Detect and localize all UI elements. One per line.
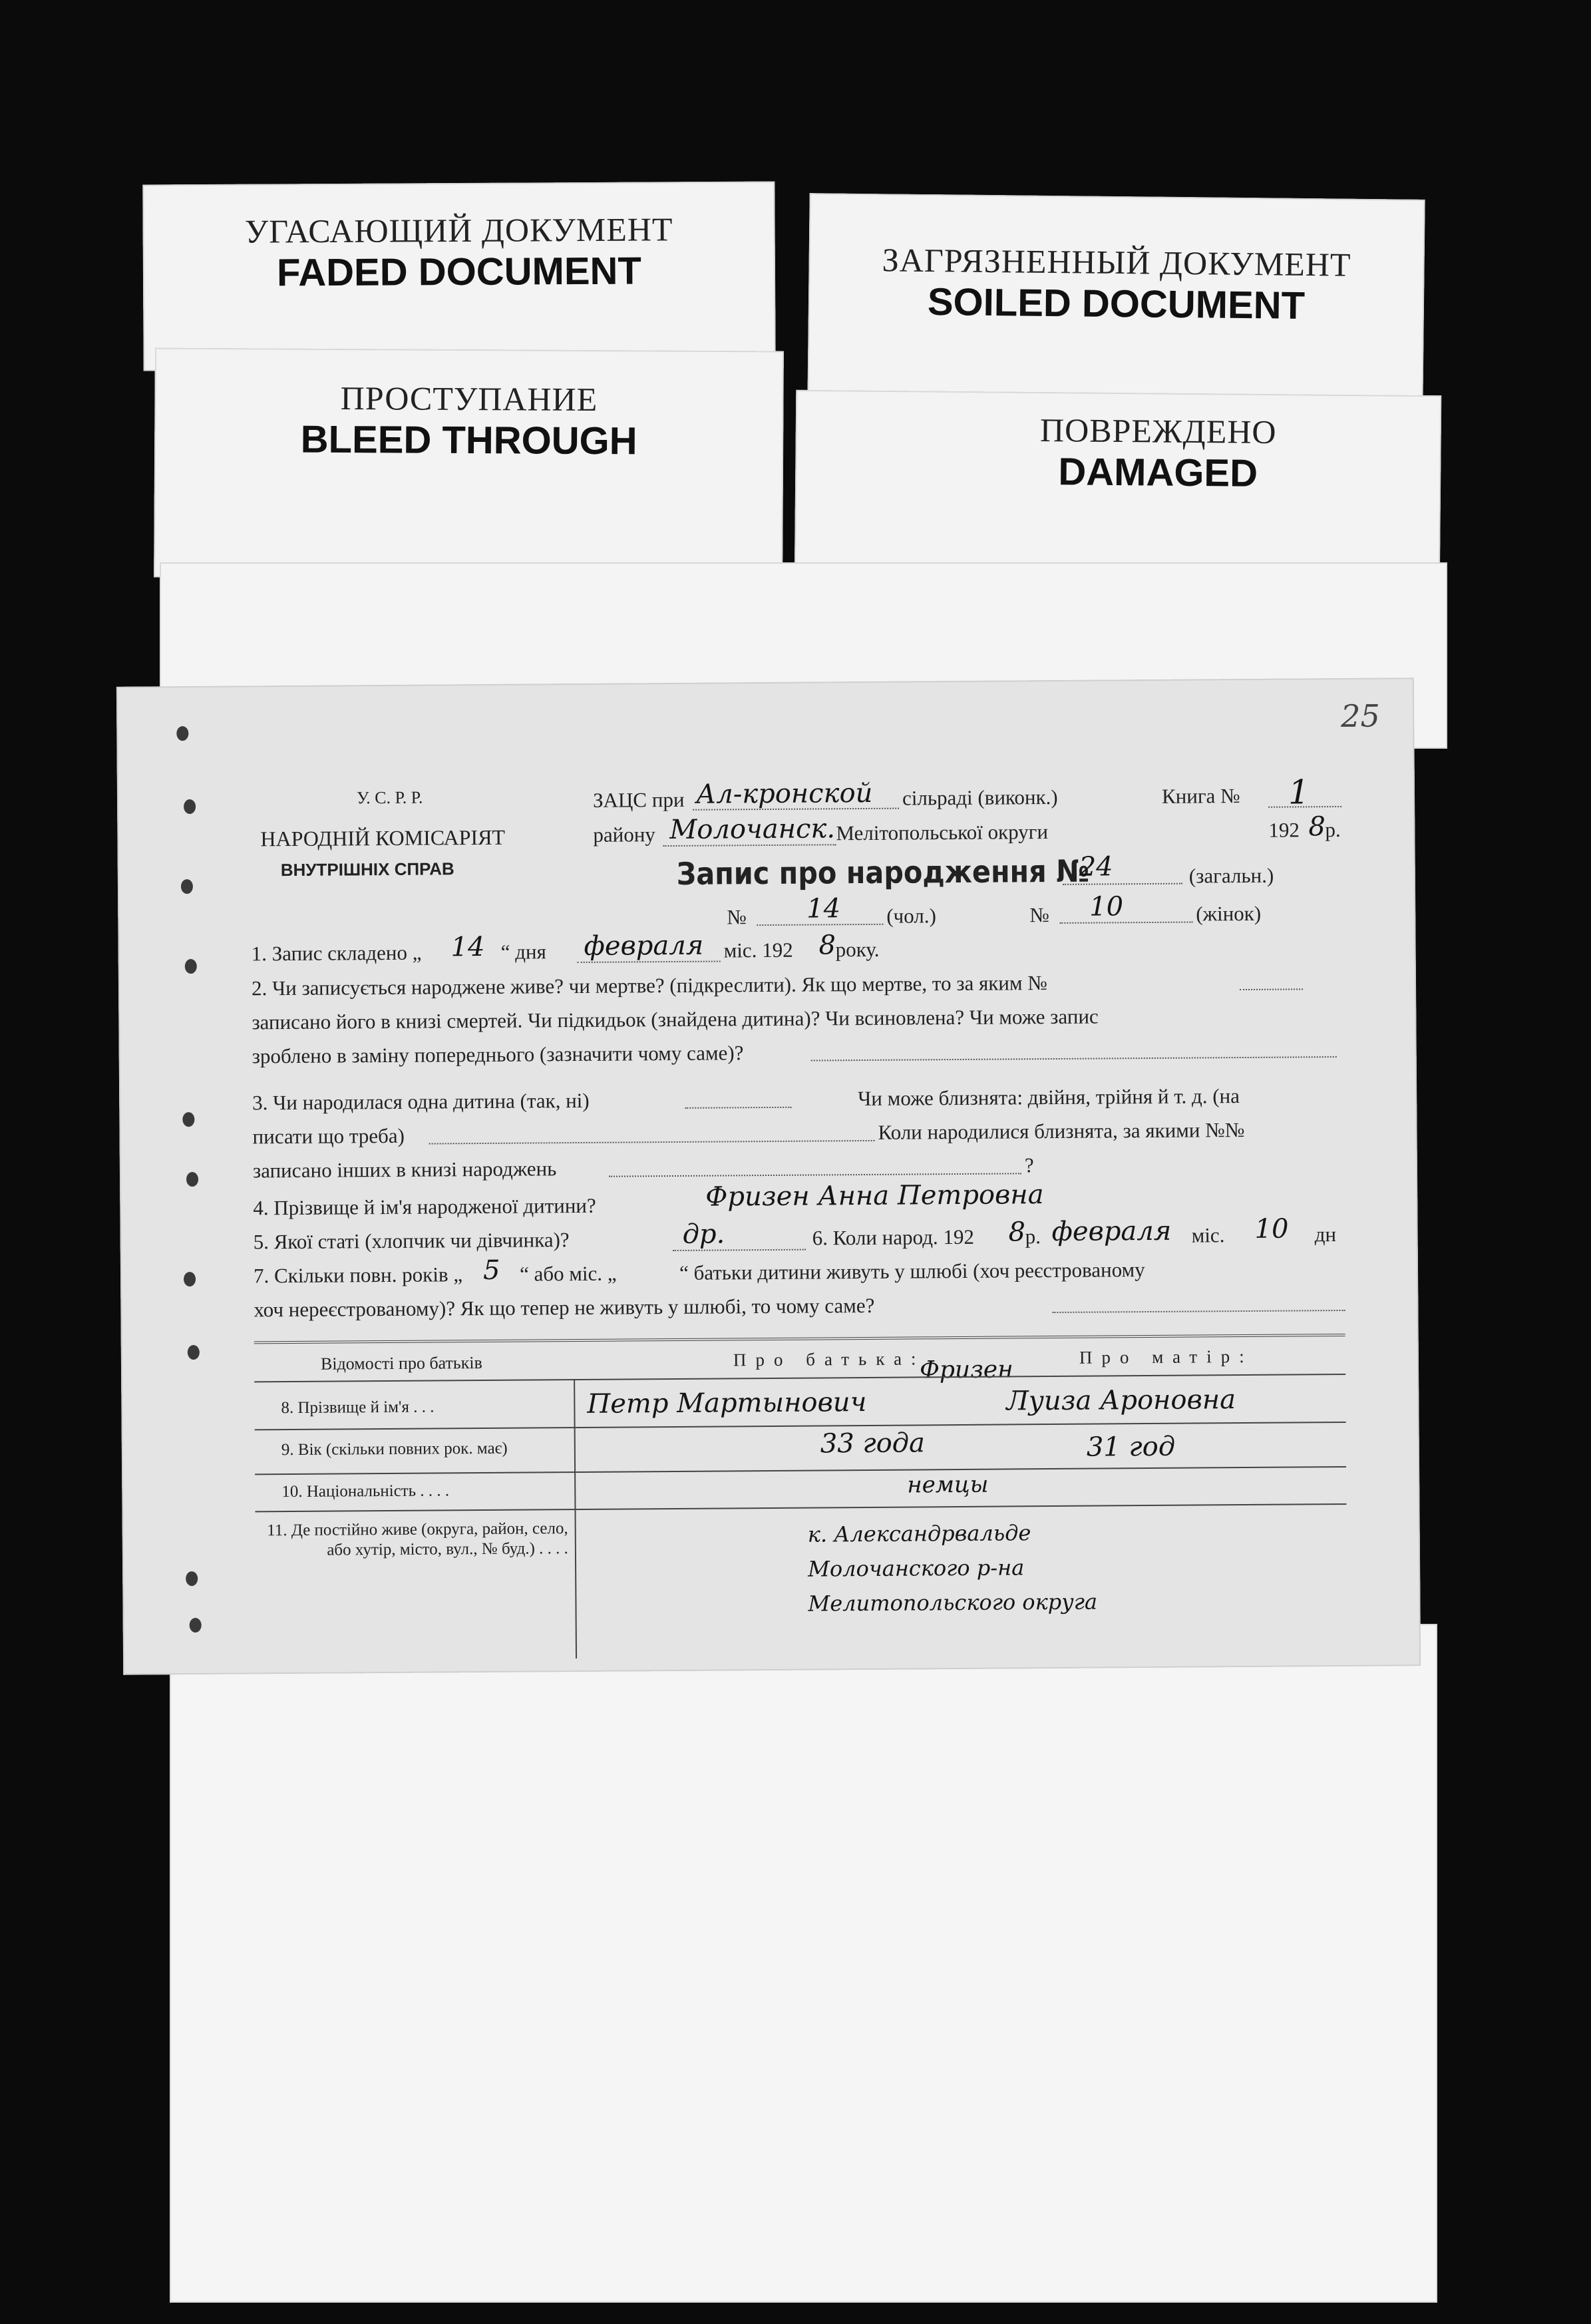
punch-hole <box>190 1618 202 1633</box>
female-suffix: (жінок) <box>1196 901 1262 926</box>
faded-card-latin: FADED DOCUMENT <box>276 249 642 295</box>
surname-handwritten: Фризен <box>919 1356 1013 1384</box>
punch-hole <box>184 799 196 814</box>
q1-day-handwritten: 14 <box>450 931 485 963</box>
nationality-handwritten: немцы <box>907 1471 989 1499</box>
male-number-label: № <box>727 905 747 929</box>
page-number: 25 <box>1341 697 1380 734</box>
row-label-age: 9. Вік (скільки повних рок. має) <box>281 1439 508 1459</box>
sex-handwritten: др. <box>682 1219 725 1250</box>
book-label: Книга № <box>1161 784 1240 808</box>
table-head-label: Відомості про батьків <box>320 1353 482 1374</box>
q7-line1a: 7. Скільки повн. років „ <box>253 1262 463 1288</box>
punch-hole <box>185 959 197 974</box>
child-name-handwritten: Фризен Анна Петровна <box>705 1179 1044 1213</box>
blank-backing-sheet <box>170 1624 1437 2303</box>
commissariat-header: НАРОДНІЙ КОМІСАРІЯТ <box>260 825 506 851</box>
table-head-mother: Про матір: <box>1079 1346 1254 1368</box>
q3-line3-end: ? <box>1024 1153 1034 1177</box>
bleed-through-card <box>154 348 784 581</box>
q7-line2: хоч нереєстрованому)? Як що тепер не живуть у шлюбі, то чому саме? <box>254 1293 875 1322</box>
q6-label: 6. Коли народ. 192 <box>812 1225 975 1250</box>
birth-record-form <box>116 678 1421 1675</box>
punch-hole <box>176 726 188 741</box>
q1-end: року. <box>835 937 880 962</box>
faded-document-card <box>142 182 775 371</box>
q7-line1c: “ батьки дитини живуть у шлюбі (хоч реєстрованому <box>679 1258 1145 1284</box>
female-count-handwritten: 10 <box>1089 891 1124 922</box>
record-title: Запис про народження № <box>676 853 1090 892</box>
ussr-header: У. С. Р. Р. <box>356 787 423 808</box>
birth-year-handwritten: 8 <box>1008 1217 1026 1248</box>
damaged-card-latin: DAMAGED <box>1058 450 1258 495</box>
punch-hole <box>181 879 193 894</box>
district-suffix: Мелітопольської округи <box>836 820 1049 845</box>
record-number-handwritten: 24 <box>1079 851 1113 882</box>
table-head-father: Про батька: <box>733 1348 926 1370</box>
q6-mid: р. <box>1025 1225 1041 1249</box>
q2-line1: 2. Чи записується народжене живе? чи мертве? (підкреслити). Як що мертве, то за яким № <box>251 971 1047 1000</box>
q6-end: дн <box>1314 1223 1337 1247</box>
faded-card-cyrillic: УГАСАЮЩИЙ ДОКУМЕНТ <box>244 210 673 250</box>
marriage-years-handwritten: 5 <box>482 1255 500 1286</box>
mother-name-handwritten: Луиза Ароновна <box>1006 1384 1236 1417</box>
punch-hole <box>182 1112 194 1127</box>
zags-suffix: сільраді (виконк.) <box>902 785 1058 810</box>
q3-line2b: Коли народилися близнята, за якими №№ <box>878 1118 1245 1144</box>
q1-month-handwritten: февраля <box>584 930 704 962</box>
soiled-document-card <box>807 193 1425 413</box>
female-number-label: № <box>1029 903 1049 927</box>
record-title-suffix: (загальн.) <box>1188 863 1274 888</box>
book-number-handwritten: 1 <box>1288 773 1310 812</box>
district-handwritten: Молочанск. <box>669 813 836 846</box>
year-suffix: р. <box>1325 817 1341 842</box>
q1-year-handwritten: 8 <box>818 930 836 961</box>
year-handwritten: 8 <box>1308 811 1326 843</box>
soiled-card-cyrillic: ЗАГРЯЗНЕННЫЙ ДОКУМЕНТ <box>882 241 1351 284</box>
punch-hole <box>184 1272 196 1286</box>
q1-prefix: 1. Запис складено „ <box>251 940 422 966</box>
q3-line3: записано інших в книзі народжень <box>252 1157 557 1183</box>
row-label-name: 8. Прізвище й ім'я . . . <box>281 1398 435 1418</box>
q2-line2: записано його в книзі смертей. Чи підкидьок (знайдена дитина)? Чи всиновлена? Чи може запис <box>252 1004 1099 1034</box>
q3-line2a: писати що треба) <box>252 1123 405 1149</box>
punch-hole <box>186 1172 198 1187</box>
internal-affairs-header: ВНУТРІШНІХ СПРАВ <box>280 859 454 880</box>
residence-handwritten: к. Александрвальде Молочанского р-на Мелитопольского округа <box>807 1520 1098 1617</box>
row-label-nationality: 10. Національність . . . . <box>281 1481 450 1501</box>
birth-month-handwritten: февраля <box>1051 1215 1172 1248</box>
father-age-handwritten: 33 года <box>820 1428 926 1459</box>
mother-age-handwritten: 31 год <box>1086 1431 1176 1463</box>
district-prefix: району <box>593 823 655 847</box>
damaged-card-cyrillic: ПОВРЕЖДЕНО <box>1039 411 1277 451</box>
bleed-card-cyrillic: ПРОСТУПАНИЕ <box>340 379 598 419</box>
zags-prefix: ЗАЦС при <box>592 787 685 812</box>
punch-hole <box>186 1571 198 1586</box>
q1-mid: “ дня <box>500 940 546 964</box>
father-name-handwritten: Петр Мартынович <box>587 1386 867 1420</box>
punch-hole <box>188 1345 200 1360</box>
bleed-card-latin: BLEED THROUGH <box>300 417 637 463</box>
male-suffix: (чол.) <box>886 904 936 928</box>
birth-day-handwritten: 10 <box>1254 1213 1289 1245</box>
q4-label: 4. Прізвище й ім'я народженої дитини? <box>253 1193 596 1220</box>
q3-line1a: 3. Чи народилася одна дитина (так, ні) <box>252 1088 590 1115</box>
soiled-card-latin: SOILED DOCUMENT <box>927 280 1306 327</box>
q5-label: 5. Якої статі (хлопчик чи дівчинка)? <box>253 1228 570 1254</box>
zags-handwritten: Ал-кронской <box>695 777 873 810</box>
q2-line3: зроблено в заміну попереднього (зазначити чому саме)? <box>252 1041 744 1068</box>
year-prefix: 192 <box>1268 818 1300 842</box>
q6-mis: міс. <box>1191 1223 1225 1247</box>
q3-line1b: Чи може близнята: двійня, трійня й т. д. (на <box>858 1084 1240 1111</box>
row-label-residence: 11. Де постійно живе (округа, район, село, або хутір, місто, вул., № буд.) . . . . <box>267 1519 568 1559</box>
q7-line1b: “ або міс. „ <box>519 1261 617 1286</box>
damaged-card <box>795 390 1442 592</box>
male-count-handwritten: 14 <box>806 893 841 924</box>
q1-mis: міс. 192 <box>723 938 793 962</box>
